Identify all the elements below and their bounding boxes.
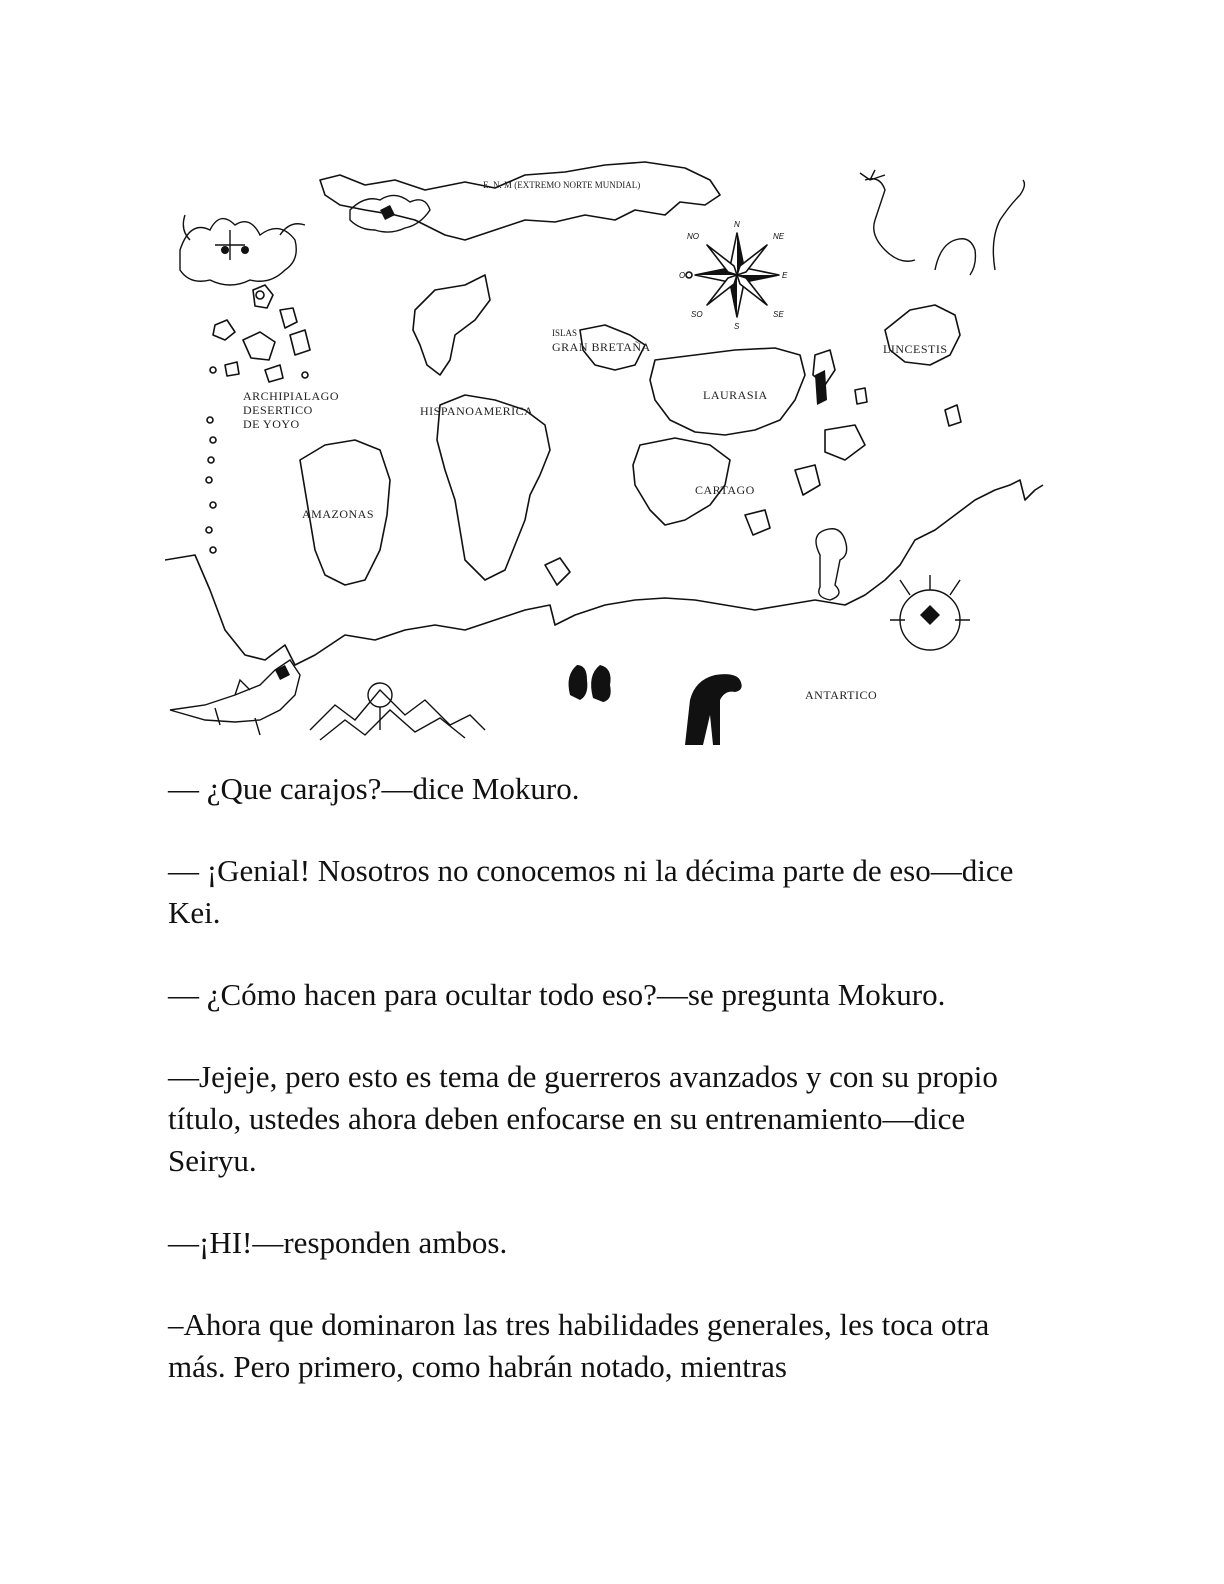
- penguins-sketch: [569, 665, 611, 702]
- world-map: [165, 160, 1050, 750]
- hispanoamerica-north: [413, 275, 490, 375]
- tall-creature-sketch: [685, 674, 742, 745]
- mountains-sketch: [310, 683, 485, 740]
- label-gran-bretana: GRAN BRETAÑA: [552, 340, 651, 354]
- label-archipielago-2: DESERTICO: [243, 403, 313, 417]
- antarctic-coastline: [165, 480, 1043, 665]
- compass-n: N: [734, 220, 740, 229]
- enm-landmass: [320, 162, 720, 240]
- paragraph: — ¡Genial! Nosotros no conocemos ni la décima parte de eso—dice Kei.: [168, 853, 1014, 930]
- label-archipielago-1: ARCHIPIALAGO: [243, 389, 339, 403]
- story-text: [168, 768, 1048, 1428]
- label-islas: ISLAS: [552, 328, 578, 338]
- label-enm: E. N. M (EXTREMO NORTE MUNDIAL): [483, 180, 641, 190]
- paragraph: — ¿Cómo hacen para ocultar todo eso?—se pregunta Mokuro.: [168, 977, 946, 1012]
- dragon-sketch: [170, 660, 300, 735]
- label-archipielago-3: DE YOYO: [243, 417, 300, 431]
- label-hispanoamerica: HISPANOAMERICA: [420, 404, 534, 418]
- label-amazonas: AMAZONAS: [302, 507, 375, 521]
- paragraph: –Ahora que dominaron las tres habilidades generales, les toca otra más. Pero primero, como habrán notado, mientras: [168, 1307, 990, 1384]
- cartago-landmass: [633, 438, 730, 525]
- lincestis-landmass: [885, 305, 960, 365]
- label-lincestis: LINCESTIS: [883, 342, 948, 356]
- creature-sketch-northwest: [180, 215, 305, 285]
- compass-rose: [679, 220, 788, 331]
- compass-o: O: [679, 271, 686, 280]
- label-laurasia: LAURASIA: [703, 388, 768, 402]
- paragraph: — ¿Que carajos?—dice Mokuro.: [168, 771, 580, 806]
- compass-so: SO: [691, 310, 703, 319]
- compass-no: NO: [687, 232, 699, 241]
- compass-ne: NE: [773, 232, 785, 241]
- label-cartago: CARTAGO: [695, 483, 755, 497]
- hispanoamerica-south: [437, 395, 550, 580]
- compass-se: SE: [773, 310, 784, 319]
- mushroom-creature-sketch: [816, 529, 847, 600]
- paragraph: —¡HI!—responden ambos.: [168, 1225, 508, 1260]
- sea-serpent-sketch: [860, 170, 1024, 275]
- paragraph: —Jejeje, pero esto es tema de guerreros avanzados y con su propio título, ustedes ahora deben enfocarse en su entrenamiento—dice Seiryu.: [168, 1059, 998, 1178]
- spiky-creature-sketch: [890, 575, 970, 650]
- label-antartico: ANTARTICO: [805, 688, 878, 702]
- compass-s: S: [734, 322, 740, 331]
- compass-e: E: [782, 271, 788, 280]
